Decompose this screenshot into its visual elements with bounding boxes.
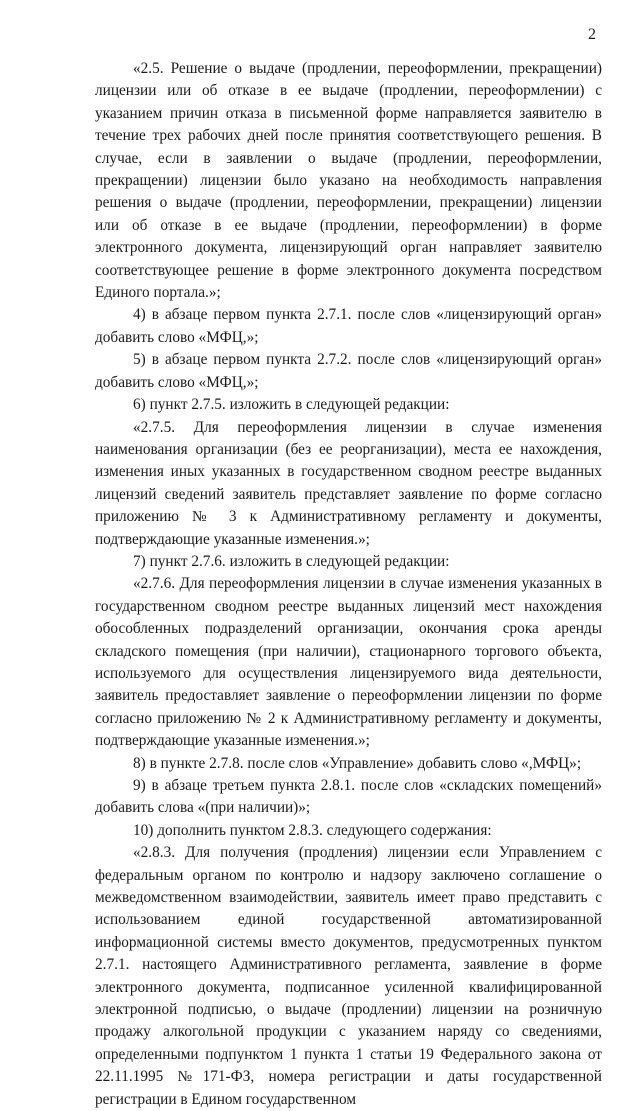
- amendment-item-6: 6) пункт 2.7.5. изложить в следующей редакции:: [133, 396, 450, 414]
- amendment-item-7: 7) пункт 2.7.6. изложить в следующей редакции:: [133, 552, 450, 570]
- amendment-item-8: 8) в пункте 2.7.8. после слов «Управление» добавить слово «,МФЦ»;: [133, 754, 582, 772]
- paragraph-2-5: «2.5. Решение о выдаче (продлении, переоформлении, прекращении) лицензии или об отказе в ее выдаче (продлении, переоформлении) с указанием причин отказа в письменной форме направляется заявителю в течение трех рабочих дней после принятия соответствующего решения. В случае, если в заявлении о выдаче (продлении, переоформлении, прекращении) лицензии было указано на необходимость направления решения о выдаче (продлении, переоформлении, прекращении) лицензии или об отказе в ее выдаче (продлении, переоформлении) в форме электронного документа, лицензирующий орган направляет заявителю соответствующее решение в форме электронного документа посредством Единого портала.»;: [95, 60, 602, 302]
- paragraph-2-7-5: «2.7.5. Для переоформления лицензии в случае изменения наименования организации (без ее реорганизации), места ее нахождения, изменения иных указанных в государственном сводном реестре выданных лицензий сведений заявитель представляет заявление по форме согласно приложению № 3 к Административному регламенту и документы, подтверждающие указанные изменения.»;: [95, 418, 602, 548]
- amendment-item-4: 4) в абзаце первом пункта 2.7.1. после слов «лицензирующий орган» добавить слово «МФЦ,»;: [95, 306, 602, 346]
- amendment-item-10: 10) дополнить пунктом 2.8.3. следующего содержания:: [133, 821, 492, 839]
- amendment-item-5: 5) в абзаце первом пункта 2.7.2. после слов «лицензирующий орган» добавить слово «МФЦ,»;: [95, 351, 602, 391]
- page-number: 2: [588, 26, 596, 43]
- paragraph-2-7-6: «2.7.6. Для переоформления лицензии в случае изменения указанных в государственном сводном реестре выданных лицензий мест нахождения обособленных подразделений организации, окончания срока аренды складского помещения (при наличии), стационарного торгового объекта, используемого для осуществления лицензируемого вида деятельности, заявитель предоставляет заявление о переоформлении лицензии по форме согласно приложению № 2 к Административному регламенту и документы, подтверждающие указанные изменения.»;: [95, 575, 602, 750]
- paragraph-2-8-3: «2.8.3. Для получения (продления) лицензии если Управлением с федеральным органом по контролю и надзору заключено соглашение о межведомственном взаимодействии, заявитель имеет право представить с использованием единой государственной автоматизированной информационной системы вместо документов, предусмотренных пунктом 2.7.1. настоящего Административного регламента, заявление в форме электронного документа, подписанное усиленной квалифицированной электронной подписью, о выдаче (продлении) лицензии на розничную продажу алкогольной продукции с указанием наряду со сведениями, определенными подпунктом 1 пункта 1 статьи 19 Федерального закона от 22.11.1995 №171-ФЗ, номера регистрации и даты государственной регистрации в Едином государственном: [95, 844, 602, 1108]
- amendment-item-9: 9) в абзаце третьем пункта 2.8.1. после слов «складских помещений» добавить слова «(при наличии)»;: [95, 777, 602, 817]
- document-body: [95, 58, 602, 1111]
